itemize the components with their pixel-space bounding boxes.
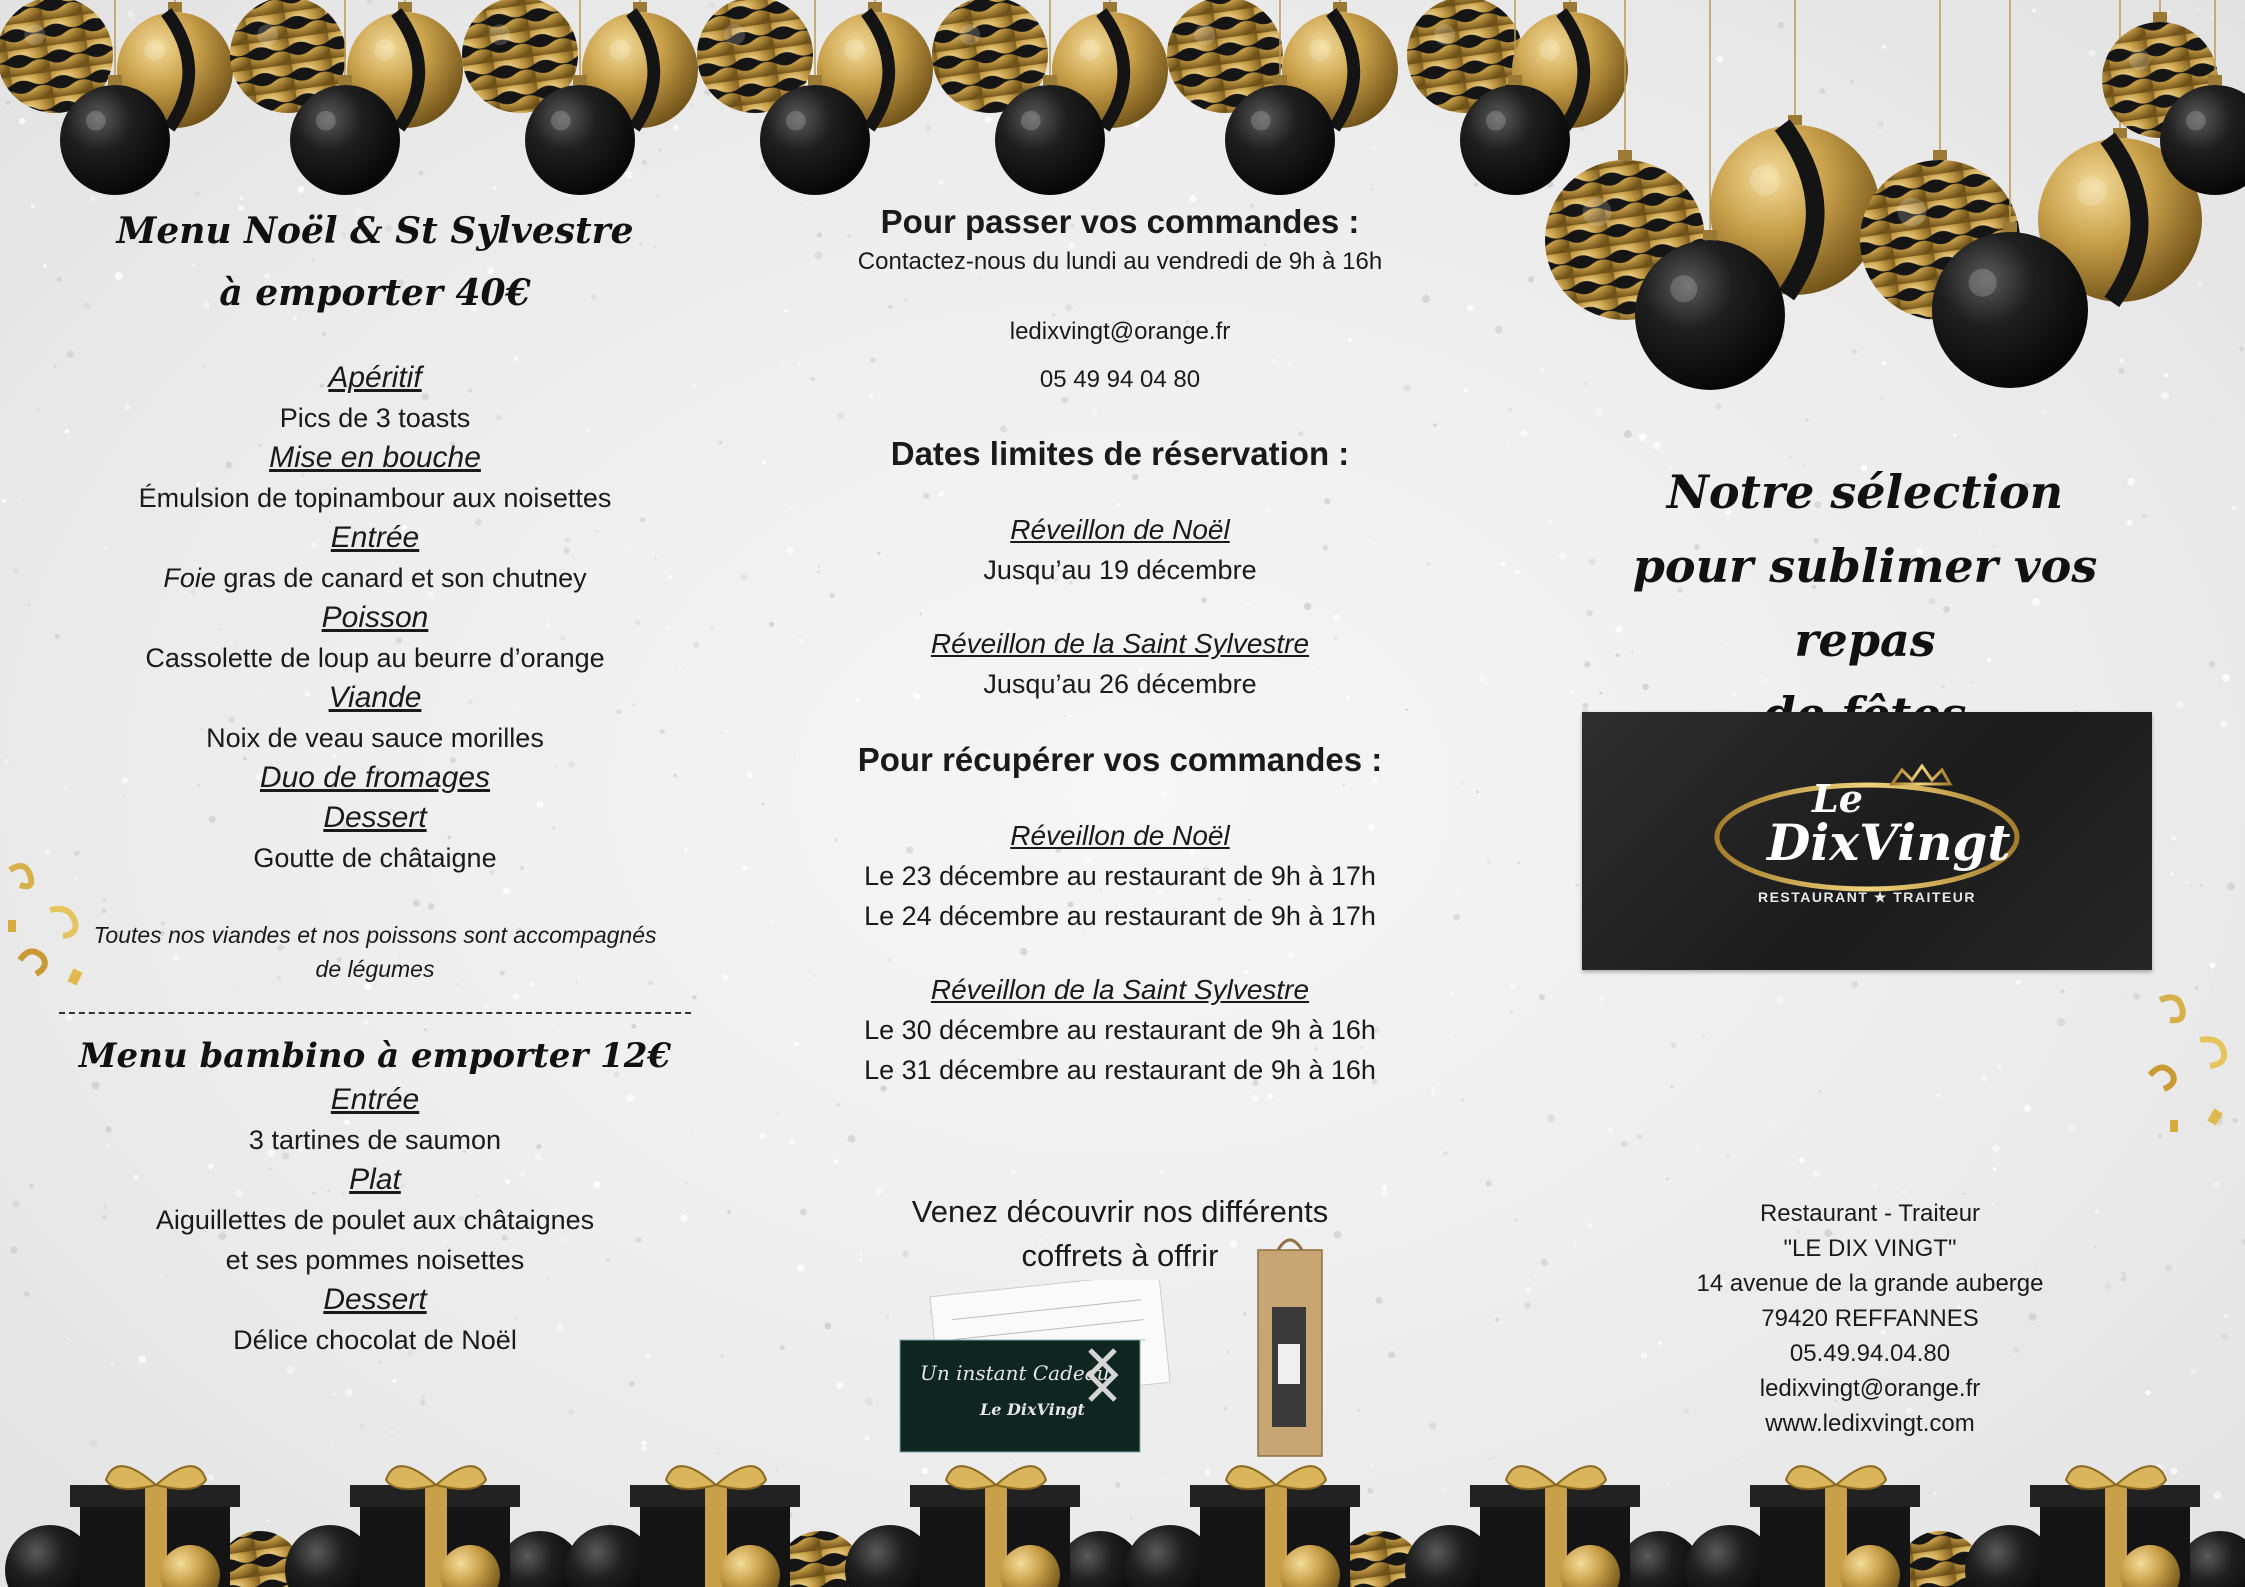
course-section-plat: Plat [349, 1163, 401, 1196]
deadline-sylvestre-date: Jusqu’au 26 décembre [983, 669, 1257, 699]
menu-note: de légumes [315, 956, 435, 982]
address-type: Restaurant - Traiteur [1759, 1200, 1981, 1227]
menu-noel-title: Menu Noël & St Sylvestre [116, 210, 634, 252]
menu-noel-price: à emporter 40€ [219, 272, 531, 314]
selection-line: Notre sélection [1666, 465, 2064, 519]
course-item-rest: gras de canard et son chutney [215, 563, 587, 593]
course-section-dessert: Dessert [323, 801, 427, 834]
gift-card-logo: Le DixVingt [980, 1400, 1085, 1419]
course-section-poisson: Poisson [321, 601, 429, 634]
pickup-title: Pour récupérer vos commandes : [857, 741, 1383, 778]
course-item: Délice chocolat de Noël [233, 1325, 517, 1355]
course-section-entree: Entrée [330, 1083, 420, 1116]
deadline-noel-date: Jusqu’au 19 décembre [983, 555, 1257, 585]
wine-bottle-bag-icon [1250, 1232, 1330, 1460]
logo-name: DixVingt [1767, 813, 2011, 872]
deadline-sylvestre-label: Réveillon de la Saint Sylvestre [930, 628, 1310, 659]
course-section-viande: Viande [328, 681, 422, 714]
course-item: Goutte de châtaigne [253, 843, 497, 873]
gift-card-title: Un instant Cadeau [920, 1361, 1110, 1385]
selection-title [1560, 455, 2170, 751]
course-item: Noix de veau sauce morilles [206, 723, 544, 753]
pickup-sylvestre-line: Le 30 décembre au restaurant de 9h à 16h [864, 1015, 1376, 1045]
menu-column [55, 200, 695, 1360]
logo-le: Le [1812, 776, 1863, 821]
course-item: et ses pommes noisettes [225, 1245, 525, 1275]
course-item: Émulsion de topinambour aux noisettes [138, 483, 612, 513]
selection-line: pour sublimer vos repas [1632, 539, 2098, 667]
deadline-noel-label: Réveillon de Noël [1010, 514, 1230, 545]
orders-email-link[interactable]: ledixvingt@orange.fr [1009, 318, 1231, 345]
restaurant-logo [1582, 712, 2152, 970]
pickup-noel-label: Réveillon de Noël [1010, 820, 1230, 851]
logo-tagline: RESTAURANT ★ TRAITEUR [1757, 889, 1977, 905]
orders-phone[interactable]: 05 49 94 04 80 [1039, 366, 1201, 393]
course-item [55, 558, 695, 598]
pickup-noel-line: Le 24 décembre au restaurant de 9h à 17h [864, 901, 1376, 931]
confetti-icon [2130, 980, 2245, 1150]
menu-bambino-title: Menu bambino à emporter 12€ [78, 1036, 672, 1076]
crown-icon [1892, 766, 1950, 784]
course-section-aperitif: Apéritif [328, 361, 422, 394]
address-street: 14 avenue de la grande auberge [1696, 1270, 2044, 1297]
pickup-sylvestre-line: Le 31 décembre au restaurant de 9h à 16h [864, 1055, 1376, 1085]
orders-title: Pour passer vos commandes : [880, 203, 1360, 240]
pickup-noel-line: Le 23 décembre au restaurant de 9h à 17h [864, 861, 1376, 891]
address-email-link[interactable]: ledixvingt@orange.fr [1759, 1375, 1981, 1402]
deadlines-title: Dates limites de réservation : [890, 435, 1350, 472]
course-item-italic: Foie [163, 563, 216, 593]
gift-card-icon [895, 1280, 1175, 1455]
address-website-link[interactable]: www.ledixvingt.com [1765, 1410, 1975, 1437]
course-item: 3 tartines de saumon [248, 1125, 502, 1155]
pickup-sylvestre-label: Réveillon de la Saint Sylvestre [930, 974, 1310, 1005]
menu-note: Toutes nos viandes et nos poissons sont accompagnés [93, 922, 657, 948]
address-block [1620, 1196, 2120, 1441]
orders-hours: Contactez-nous du lundi au vendredi de 9h à 16h [857, 248, 1383, 275]
course-item: Pics de 3 toasts [279, 403, 471, 433]
course-section-dessert: Dessert [323, 1283, 427, 1316]
address-phone[interactable]: 05.49.94.04.80 [1789, 1340, 1951, 1367]
coffrets-line: coffrets à offrir [1021, 1238, 1219, 1273]
course-section-fromages: Duo de fromages [259, 761, 491, 794]
course-item: Cassolette de loup au beurre d’orange [145, 643, 605, 673]
course-section-entree: Entrée [330, 521, 420, 554]
course-item: Aiguillettes de poulet aux châtaignes [155, 1205, 595, 1235]
coffrets-line: Venez découvrir nos différents [911, 1194, 1329, 1229]
course-section-mise-en-bouche: Mise en bouche [269, 441, 481, 474]
orders-column [790, 200, 1450, 1090]
dashed-divider [59, 1012, 691, 1014]
selection-column [1560, 455, 2170, 751]
address-name: "LE DIX VINGT" [1783, 1235, 1957, 1262]
gift-box-icon [0, 1455, 2245, 1587]
address-city: 79420 REFFANNES [1761, 1305, 1979, 1332]
